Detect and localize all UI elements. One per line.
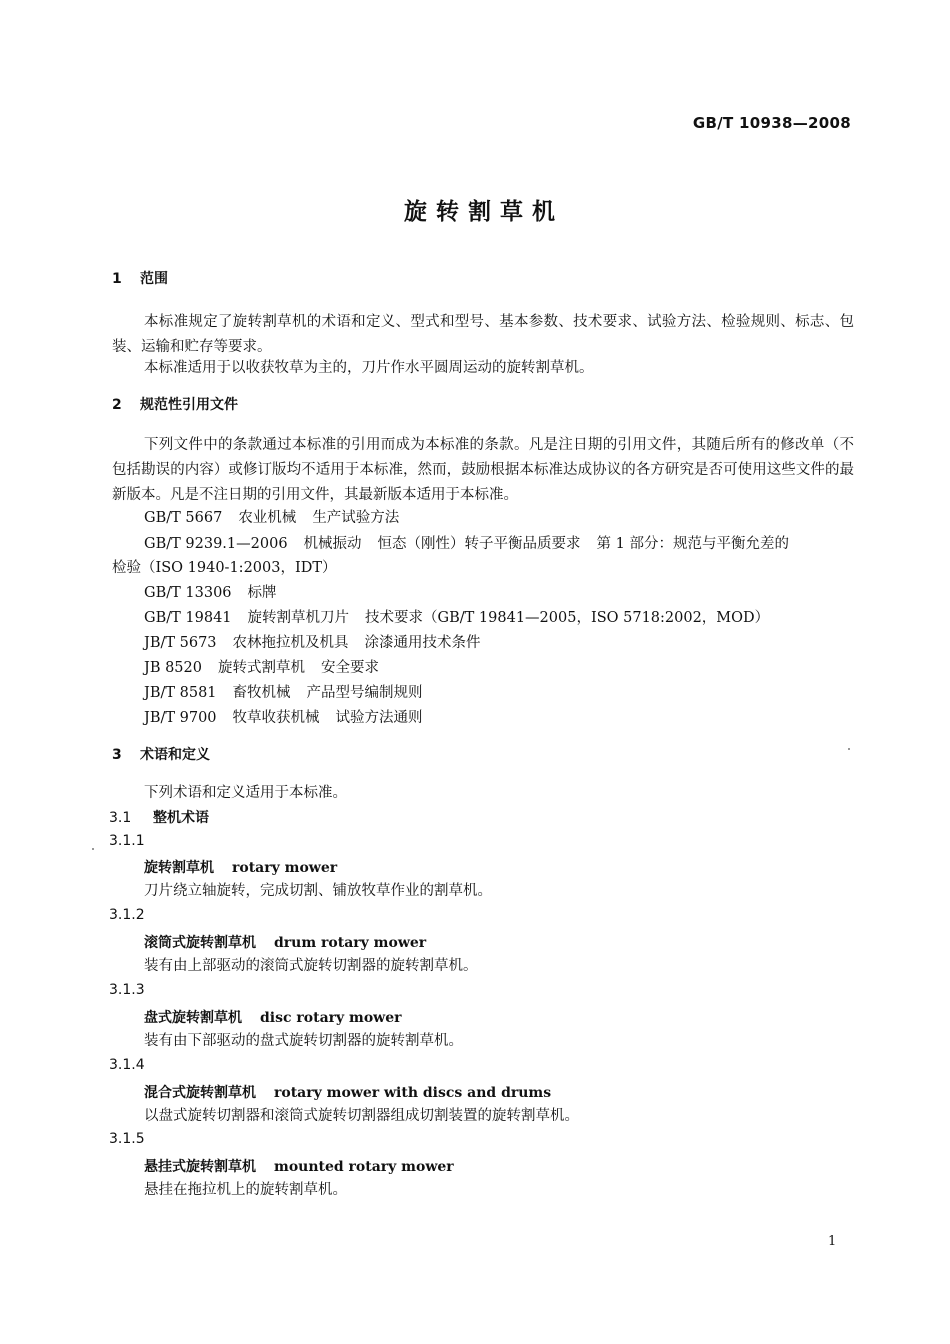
reference-title: 涂漆通用技术条件	[364, 635, 481, 651]
section-title: 术语和定义	[140, 747, 210, 763]
scan-speck	[92, 848, 94, 850]
subsection-number: 3.1	[109, 810, 132, 826]
term-heading	[144, 1156, 454, 1176]
reference-item	[144, 706, 423, 731]
reference-title: 第 1 部分：规范与平衡允差的	[596, 536, 789, 552]
reference-item	[144, 656, 379, 681]
reference-title: 产品型号编制规则	[306, 685, 423, 701]
section-2-heading	[112, 394, 238, 414]
reference-code: GB/T 5667	[144, 510, 223, 526]
reference-continuation: 检验（ISO 1940-1:2003，IDT）	[112, 560, 337, 576]
standard-code: GB/T 10938—2008	[692, 114, 851, 132]
term-definition: 刀片绕立轴旋转，完成切割、铺放牧草作业的割草机。	[144, 883, 492, 899]
reference-item	[144, 532, 789, 557]
term-zh: 旋转割草机	[144, 860, 214, 876]
term-number: 3.1.4	[109, 1057, 145, 1073]
term-zh: 悬挂式旋转割草机	[144, 1159, 256, 1175]
reference-title: 生产试验方法	[312, 510, 400, 526]
section-3-intro: 下列术语和定义适用于本标准。	[144, 785, 347, 801]
reference-item	[144, 631, 481, 656]
reference-item	[144, 581, 277, 606]
reference-title: 旋转式割草机	[217, 660, 305, 676]
reference-code: GB/T 19841	[144, 610, 232, 626]
reference-code: GB/T 9239.1—2006	[144, 536, 288, 552]
term-en: disc rotary mower	[260, 1010, 402, 1026]
reference-title: 技术要求（GB/T 19841—2005，ISO 5718:2002，MOD）	[365, 610, 770, 626]
reference-code: JB 8520	[144, 660, 202, 676]
term-heading	[144, 932, 426, 952]
term-number: 3.1.3	[109, 982, 145, 998]
subsection-3-1-heading	[109, 807, 209, 827]
section-3-heading	[112, 744, 210, 764]
section-title: 规范性引用文件	[140, 397, 238, 413]
term-definition: 悬挂在拖拉机上的旋转割草机。	[144, 1182, 347, 1198]
term-definition: 装有由上部驱动的滚筒式旋转切割器的旋转割草机。	[144, 958, 478, 974]
term-en: drum rotary mower	[274, 935, 427, 951]
reference-item	[144, 506, 399, 531]
section-title: 范围	[140, 271, 168, 287]
reference-code: JB/T 8581	[144, 685, 217, 701]
reference-title: 恒态（刚性）转子平衡品质要求	[377, 536, 581, 552]
page-number: 1	[828, 1234, 837, 1249]
section-2-intro: 下列文件中的条款通过本标准的引用而成为本标准的条款。凡是注日期的引用文件，其随后所有的修改单（不包括勘误的内容）或修订版均不适用于本标准，然而，鼓励根据本标准达成协议的各方研究是否可使用这些文件的最新版本。凡是不注日期的引用文件，其最新版本适用于本标准。	[112, 437, 854, 503]
section-1-para-1: 本标准规定了旋转割草机的术语和定义、型式和型号、基本参数、技术要求、试验方法、检验规则、标志、包装、运输和贮存等要求。	[112, 314, 854, 355]
term-number: 3.1.5	[109, 1131, 145, 1147]
term-definition: 以盘式旋转切割器和滚筒式旋转切割器组成切割装置的旋转割草机。	[144, 1108, 579, 1124]
term-definition: 装有由下部驱动的盘式旋转切割器的旋转割草机。	[144, 1033, 463, 1049]
reference-title: 安全要求	[320, 660, 379, 676]
section-number: 3	[112, 747, 122, 763]
term-heading	[144, 1082, 551, 1102]
reference-code: JB/T 5673	[144, 635, 217, 651]
section-1-heading	[112, 268, 168, 288]
reference-title: 畜牧机械	[232, 685, 291, 701]
reference-title: 牧草收获机械	[232, 710, 320, 726]
term-zh: 滚筒式旋转割草机	[144, 935, 256, 951]
reference-code: GB/T 13306	[144, 585, 232, 601]
reference-item	[144, 681, 423, 706]
term-zh: 盘式旋转割草机	[144, 1010, 242, 1026]
term-heading	[144, 1007, 402, 1027]
section-1-para-2: 本标准适用于以收获牧草为主的，刀片作水平圆周运动的旋转割草机。	[144, 360, 594, 376]
reference-title: 旋转割草机刀片	[247, 610, 350, 626]
term-number: 3.1.1	[109, 833, 145, 849]
scan-speck	[848, 748, 850, 750]
reference-title: 机械振动	[303, 536, 362, 552]
reference-title: 农业机械	[238, 510, 297, 526]
term-zh: 混合式旋转割草机	[144, 1085, 256, 1101]
section-number: 2	[112, 397, 122, 413]
reference-item	[144, 606, 769, 631]
reference-title: 试验方法通则	[335, 710, 423, 726]
term-heading	[144, 857, 337, 877]
reference-title: 标牌	[247, 585, 277, 601]
reference-title: 农林拖拉机及机具	[232, 635, 349, 651]
term-en: rotary mower with discs and drums	[274, 1085, 552, 1101]
section-number: 1	[112, 271, 122, 287]
document-title: 旋转割草机	[404, 199, 564, 225]
term-number: 3.1.2	[109, 907, 145, 923]
reference-code: JB/T 9700	[144, 710, 217, 726]
subsection-title: 整机术语	[153, 810, 209, 826]
term-en: rotary mower	[232, 860, 338, 876]
term-en: mounted rotary mower	[274, 1159, 454, 1175]
